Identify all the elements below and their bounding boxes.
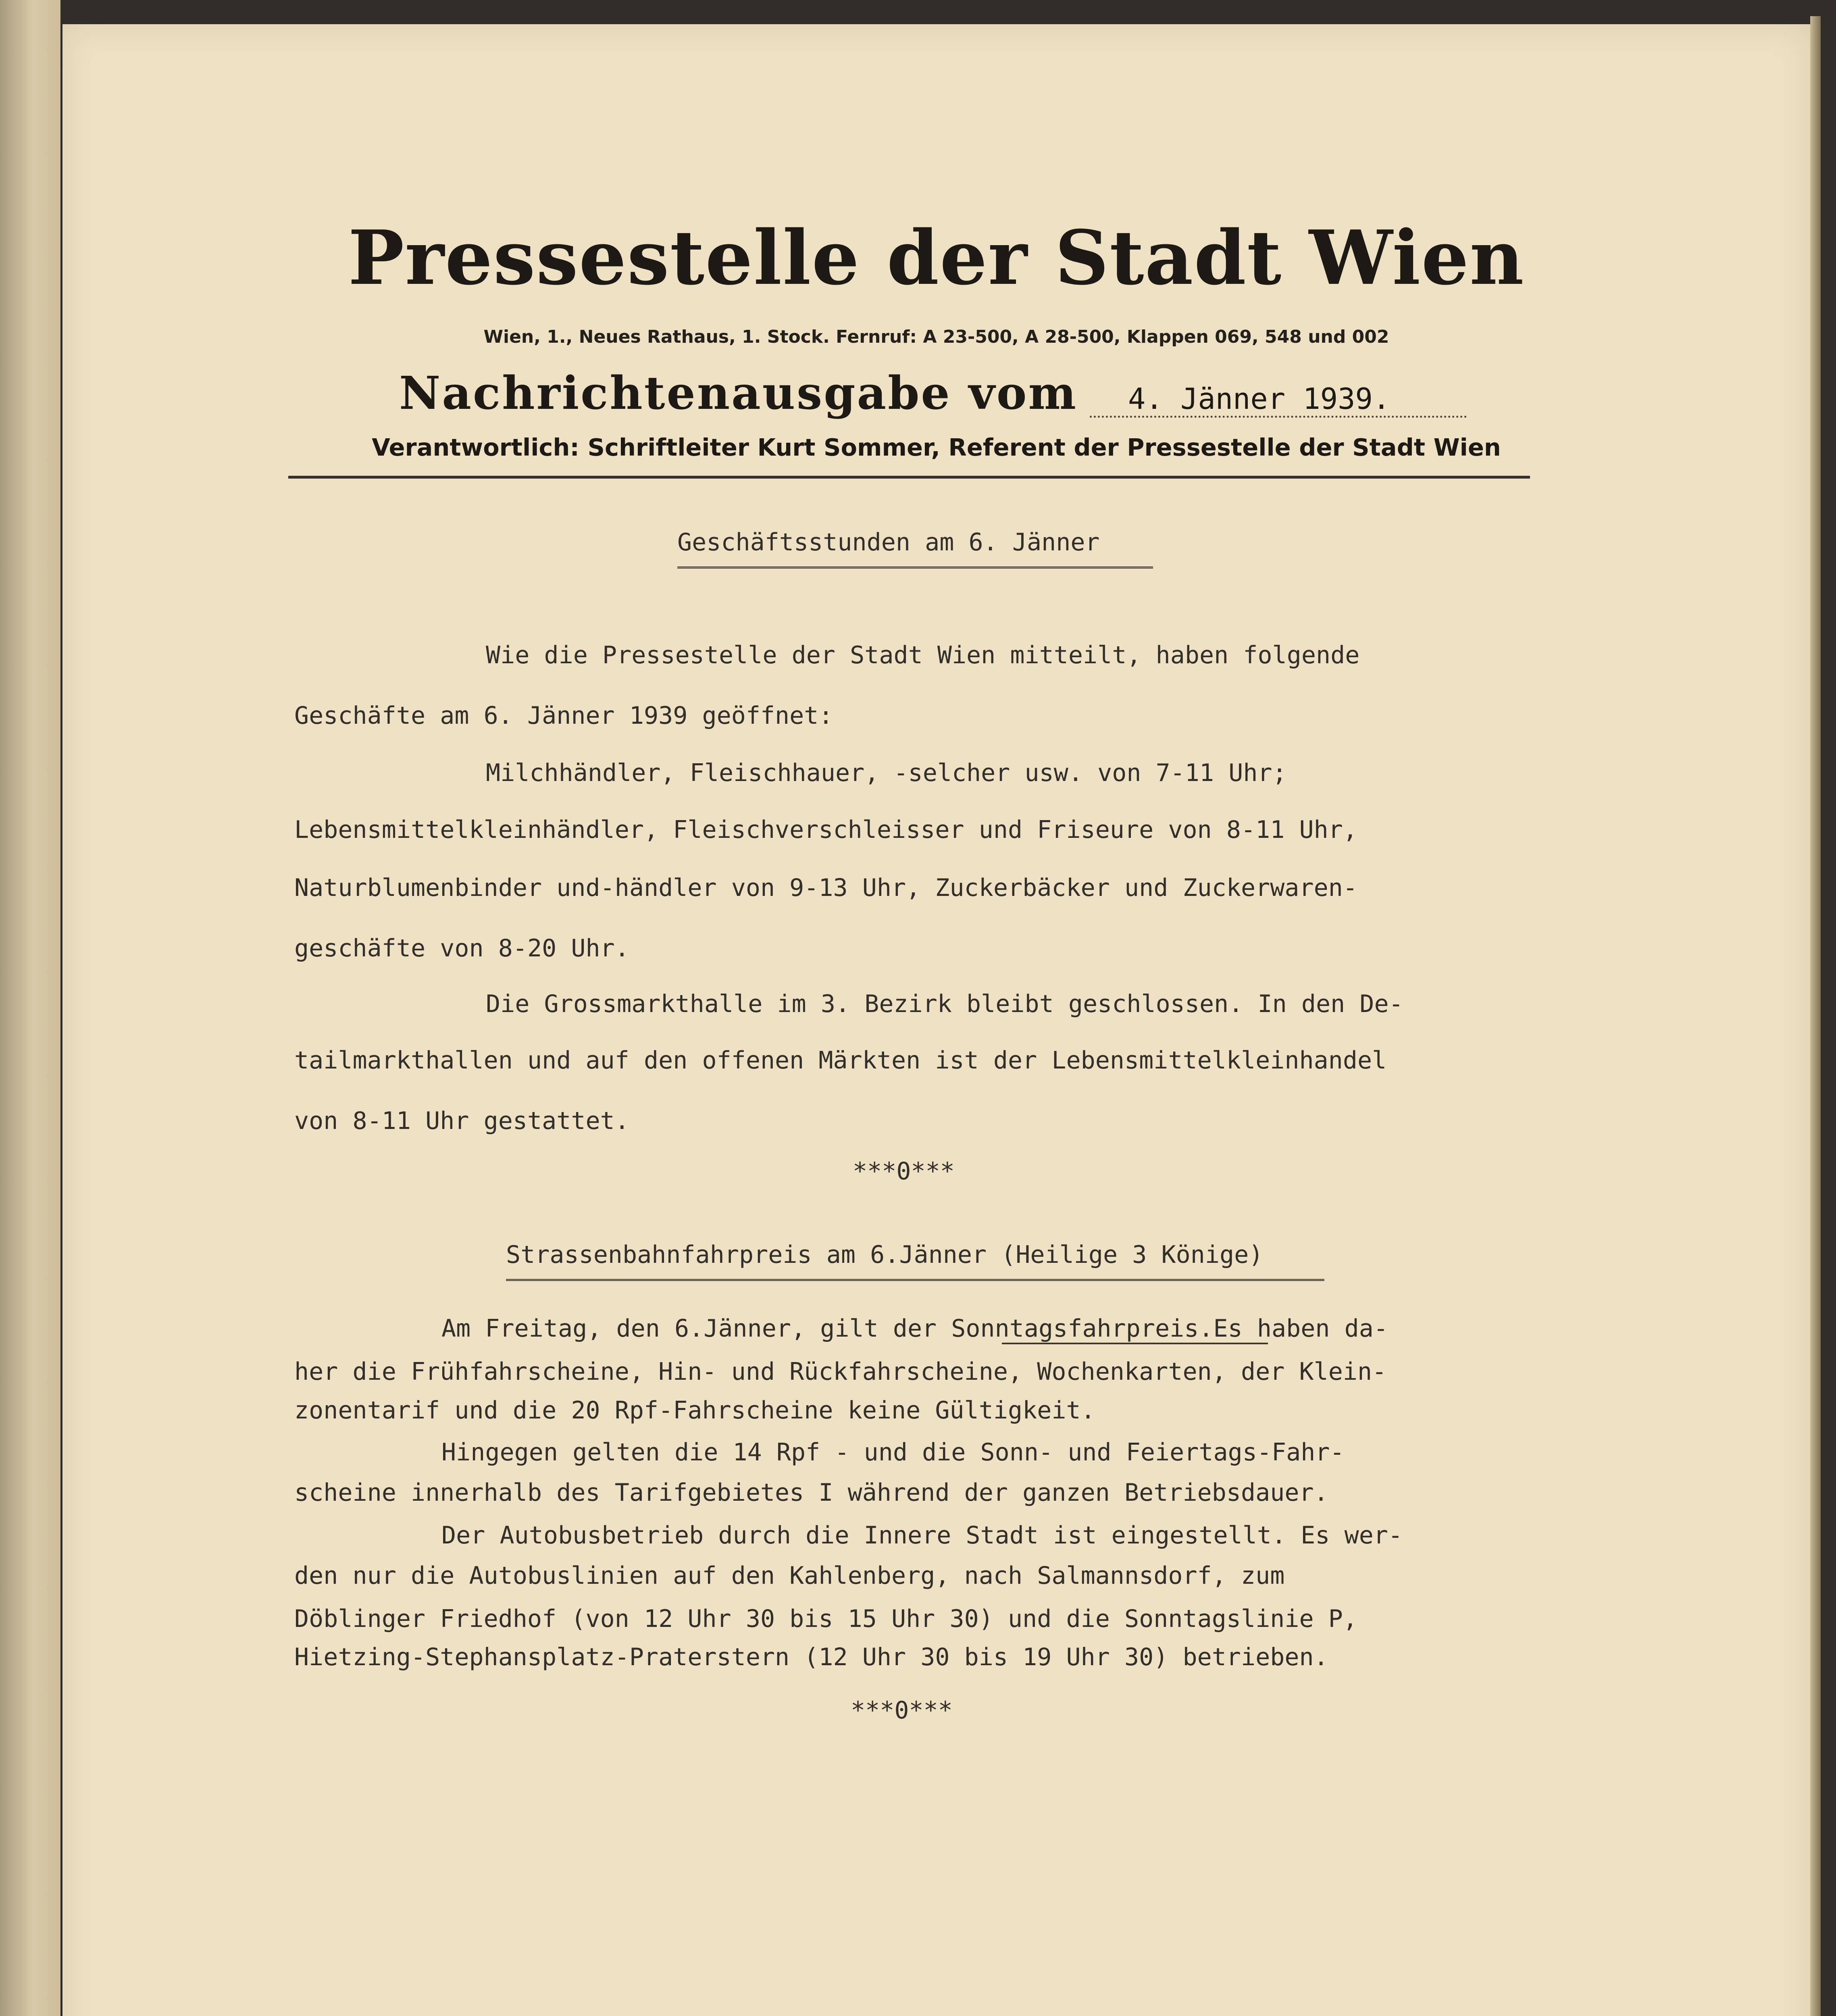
masthead-title: Pressestelle der Stadt Wien [348, 214, 1525, 302]
article2-line: Hietzing-Stephansplatz-Praterstern (12 Uhr 30 bis 19 Uhr 30) betrieben. [294, 1643, 1328, 1671]
previous-page-edge [0, 0, 60, 2016]
article2-line: her die Frühfahrscheine, Hin- und Rückfahrscheine, Wochenkarten, der Klein- [294, 1358, 1387, 1386]
article2-line: zonentarif und die 20 Rpf-Fahrscheine keine Gültigkeit. [294, 1396, 1095, 1425]
article2-line: Der Autobusbetrieb durch die Innere Stadt ist eingestellt. Es wer- [441, 1521, 1403, 1549]
article1-line: von 8-11 Uhr gestattet. [294, 1107, 629, 1135]
sonntagsfahrpreis-underline [1002, 1343, 1268, 1344]
article1-line: Naturblumenbinder und-händler von 9-13 Uhr, Zuckerbäcker und Zuckerwaren- [294, 874, 1357, 902]
article2-heading: Strassenbahnfahrpreis am 6.Jänner (Heilige 3 Könige) [506, 1241, 1264, 1269]
document-page [62, 24, 1810, 2016]
article1-line: Wie die Pressestelle der Stadt Wien mitteilt, haben folgende [486, 641, 1360, 669]
article1-line: Geschäfte am 6. Jänner 1939 geöffnet: [294, 702, 833, 730]
article2-line: Hingegen gelten die 14 Rpf - und die Sonn- und Feiertags-Fahr- [441, 1438, 1345, 1466]
article2-line: scheine innerhalb des Tarifgebietes I während der ganzen Betriebsdauer. [294, 1479, 1328, 1507]
article2-line: den nur die Autobuslinien auf den Kahlenberg, nach Salmannsdorf, zum [294, 1562, 1285, 1590]
article2-line: Döblinger Friedhof (von 12 Uhr 30 bis 15 Uhr 30) und die Sonntagslinie P, [294, 1605, 1357, 1633]
edition-label: Nachrichtenausgabe vom [399, 367, 1078, 420]
header-rule [288, 476, 1530, 479]
article2-heading-underline [506, 1279, 1324, 1283]
responsible-line: Verantwortlich: Schriftleiter Kurt Sommer, Referent der Pressestelle der Stadt Wien [372, 433, 1501, 461]
article1-heading: Geschäftsstunden am 6. Jänner [677, 528, 1100, 556]
article1-heading-underline [677, 566, 1153, 570]
edition-line [399, 367, 1467, 420]
article1-line: Lebensmittelkleinhändler, Fleischverschleisser und Friseure von 8-11 Uhr, [294, 816, 1357, 844]
edition-date: 4. Jänner 1939. [1090, 382, 1467, 418]
page-right-edge [1810, 16, 1821, 2016]
article2-line: Am Freitag, den 6.Jänner, gilt der Sonntagsfahrpreis.Es haben da- [441, 1314, 1388, 1343]
masthead-address: Wien, 1., Neues Rathaus, 1. Stock. Fernruf: A 23-500, A 28-500, Klappen 069, 548 und 002 [483, 327, 1389, 347]
article2-end-mark: ***0*** [851, 1696, 953, 1724]
article1-line: geschäfte von 8-20 Uhr. [294, 934, 629, 962]
article1-line: tailmarkthallen und auf den offenen Märkten ist der Lebensmittelkleinhandel [294, 1046, 1387, 1075]
article1-line: Milchhändler, Fleischhauer, -selcher usw. von 7-11 Uhr; [486, 759, 1287, 787]
article1-line: Die Grossmarkthalle im 3. Bezirk bleibt geschlossen. In den De- [486, 990, 1403, 1018]
article1-end-mark: ***0*** [853, 1157, 955, 1185]
